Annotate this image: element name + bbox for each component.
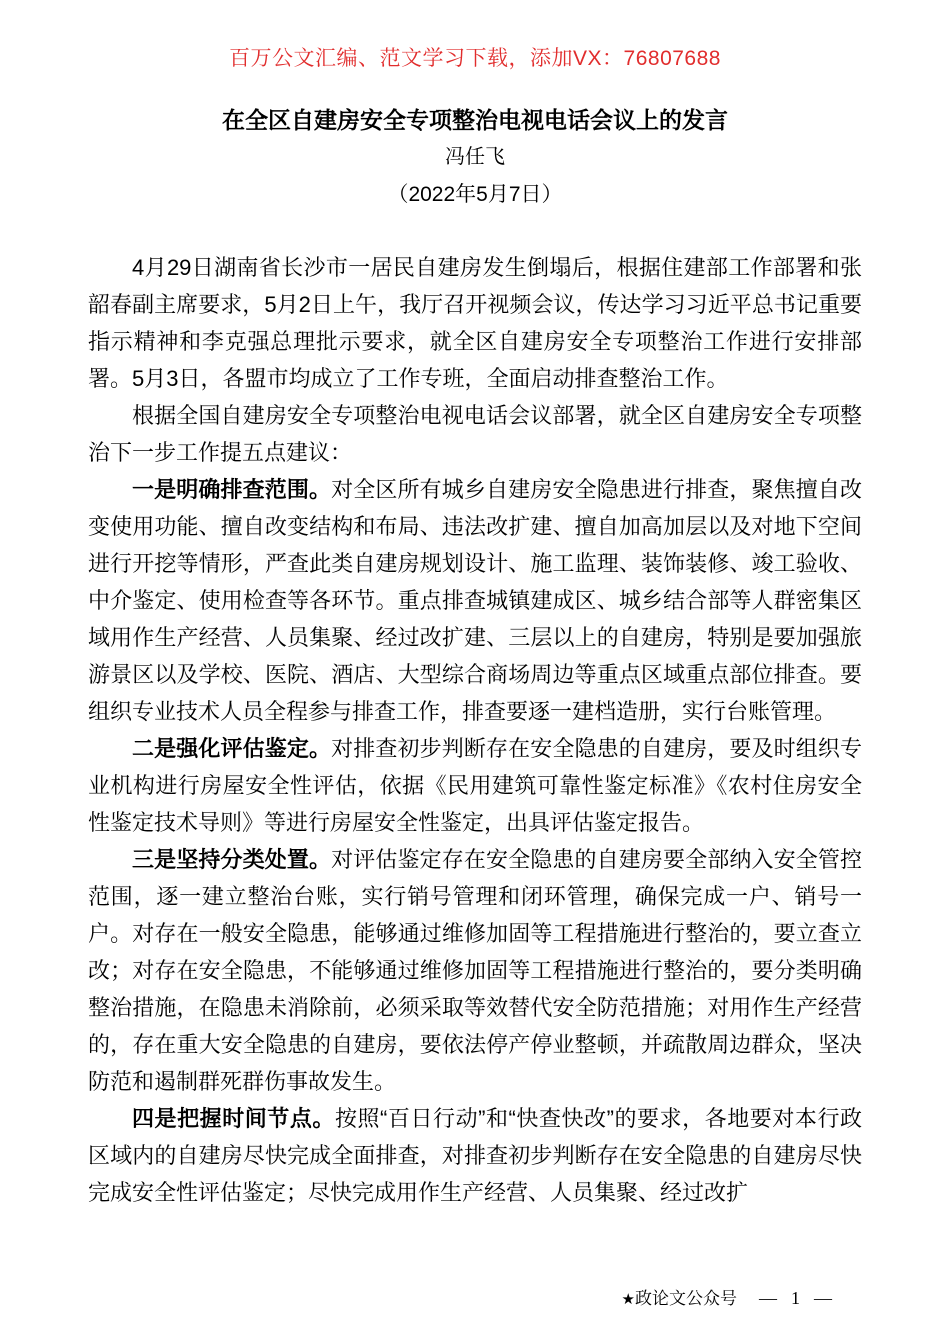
paragraph-5 xyxy=(88,841,862,1100)
paragraph-2 xyxy=(88,397,862,471)
paragraph-3 xyxy=(88,471,862,730)
paragraph-1 xyxy=(88,249,862,397)
promo-notice: 百万公文汇编、范文学习下载，添加VX：76807688 xyxy=(229,47,721,70)
page-number: 1 xyxy=(791,1288,800,1308)
paragraph-lead: 四是把握时间节点。 xyxy=(132,1106,335,1131)
paragraph-6 xyxy=(88,1100,862,1211)
page-number-dash-right: — xyxy=(814,1288,832,1308)
speaker-name: 冯任飞 xyxy=(445,146,505,168)
paragraph-lead: 三是坚持分类处置。 xyxy=(132,847,332,872)
paragraph-text: 对全区所有城乡自建房安全隐患进行排查，聚焦擅自改变使用功能、擅自改变结构和布局、违法改扩建、擅自加高加层以及对地下空间进行开挖等情形，严查此类自建房规划设计、施工监理、装饰装修、竣工验收、中介鉴定、使用检查等各环节。重点排查城镇建成区、城乡结合部等人群密集区域用作生产经营、人员集聚、经过改扩建、三层以上的自建房，特别是要加强旅游景区以及学校、医院、酒店、大型综合商场周边等重点区域重点部位排查。要组织专业技术人员全程参与排查工作，排查要逐一建档造册，实行台账管理。 xyxy=(88,477,862,724)
page-number-group xyxy=(759,1288,832,1308)
paragraph-4 xyxy=(88,730,862,841)
paragraph-text: 按照“百日行动”和“快查快改”的要求，各地要对本行政区域内的自建房尽快完成全面排查，对排查初步判断存在安全隐患的自建房尽快完成安全性评估鉴定；尽快完成用作生产经营、人员集聚、经过改扩 xyxy=(88,1106,862,1205)
paragraph-text: 对评估鉴定存在安全隐患的自建房要全部纳入安全管控范围，逐一建立整治台账，实行销号管理和闭环管理，确保完成一户、销号一户。对存在一般安全隐患，能够通过维修加固等工程措施进行整治的，要立查立改；对存在安全隐患，不能够通过维修加固等工程措施进行整治的，要分类明确整治措施，在隐患未消除前，必须采取等效替代安全防范措施；对用作生产经营的，存在重大安全隐患的自建房，要依法停产停业整顿，并疏散周边群众，坚决防范和遏制群死群伤事故发生。 xyxy=(88,847,862,1094)
star-icon: ★ xyxy=(621,1292,635,1308)
document-body xyxy=(0,249,950,1211)
page-number-dash-left: — xyxy=(759,1288,777,1308)
paragraph-text: 对排查初步判断存在安全隐患的自建房，要及时组织专业机构进行房屋安全性评估，依据《民用建筑可靠性鉴定标准》《农村住房安全性鉴定技术导则》等进行房屋安全性鉴定，出具评估鉴定报告。 xyxy=(88,736,862,835)
page-footer xyxy=(622,1288,832,1310)
paragraph-lead: 一是明确排查范围。 xyxy=(132,477,332,502)
paragraph-text: 根据全国自建房安全专项整治电视电话会议部署，就全区自建房安全专项整治下一步工作提五点建议： xyxy=(88,403,862,465)
speech-date: （2022年5月7日） xyxy=(387,183,563,206)
paragraph-lead: 二是强化评估鉴定。 xyxy=(132,736,332,761)
document-title: 在全区自建房安全专项整治电视电话会议上的发言 xyxy=(222,107,728,133)
footer-account-name: 政论文公众号 xyxy=(635,1289,737,1308)
paragraph-text: 4月29日湖南省长沙市一居民自建房发生倒塌后，根据住建部工作部署和张韶春副主席要求，5月2日上午，我厅召开视频会议，传达学习习近平总书记重要指示精神和李克强总理批示要求，就全区自建房安全专项整治工作进行安排部署。5月3日，各盟市均成立了工作专班，全面启动排查整治工作。 xyxy=(88,255,862,391)
